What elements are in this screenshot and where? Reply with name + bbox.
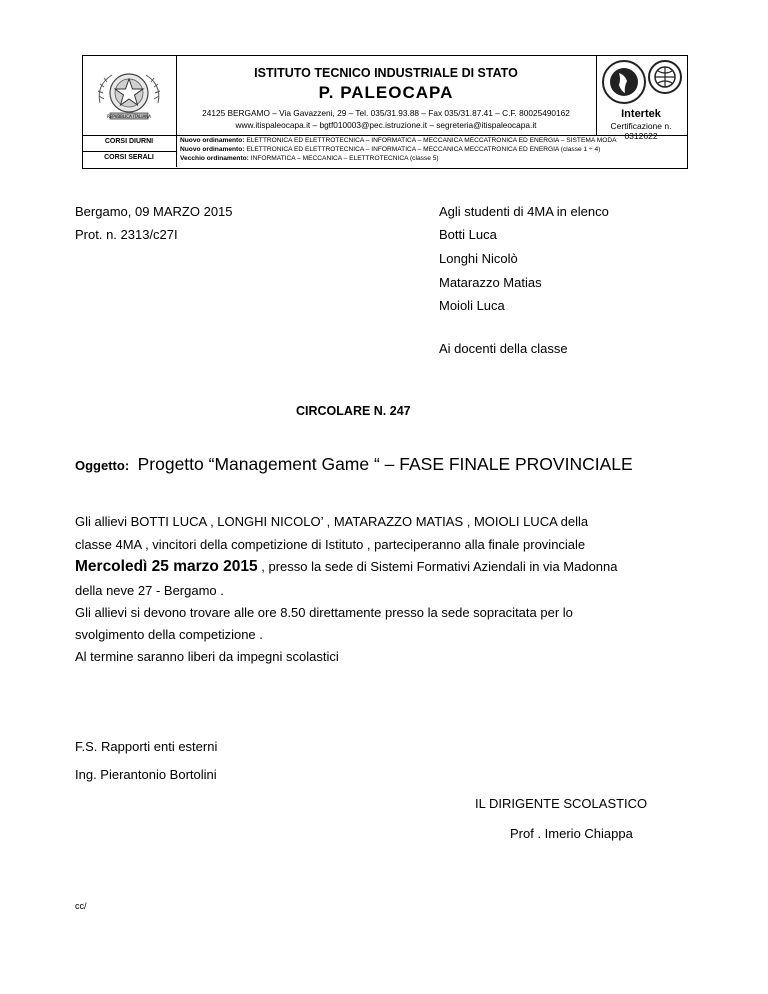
protocol-number: Prot. n. 2313/c27I <box>75 227 178 242</box>
fs-role: F.S. Rapporti enti esterni <box>75 739 218 754</box>
school-name: P. PALEOCAPA <box>318 83 454 102</box>
svg-text:REPVBBLICA ITALIANA: REPVBBLICA ITALIANA <box>106 114 152 119</box>
school-type-title: ISTITUTO TECNICO INDUSTRIALE DI STATO <box>254 66 518 80</box>
recipients-teachers: Ai docenti della classe <box>439 341 568 356</box>
certifier-name: Intertek <box>621 108 661 120</box>
body-paragraph-line: Gli allievi si devono trovare alle ore 8.50 direttamente presso la sede sopracitata per lo <box>75 605 573 620</box>
curriculum-label: Nuovo ordinamento: <box>180 137 245 144</box>
school-contacts: www.itispaleocapa.it – bgtf010003@pec.istruzione.it – segreteria@itispaleocapa.it <box>235 120 537 130</box>
school-address: 24125 BERGAMO – Via Gavazzeni, 29 – Tel. 035/31.93.88 – Fax 035/31.87.41 – C.F. 80025490162 <box>202 108 570 118</box>
courses-divider <box>82 151 176 152</box>
recipient-student: Botti Luca <box>439 227 497 242</box>
body-paragraph-line <box>75 558 618 576</box>
body-paragraph-line: Al termine saranno liberi da impegni scolastici <box>75 649 339 664</box>
cc-note: cc/ <box>75 901 87 911</box>
curriculum-text: ELETTRONICA ED ELETTROTECNICA – INFORMATICA – MECCANICA MECCATRONICA ED ENERGIA (classe 1 ÷ 4) <box>246 146 601 153</box>
emblem-cell <box>82 55 177 135</box>
curriculum-line <box>180 137 617 144</box>
certification-number: Certificazione n. 0312622 <box>610 121 672 141</box>
evening-courses-label: CORSI SERALI <box>104 154 154 161</box>
dirigente-name: Prof . Imerio Chiappa <box>510 826 633 841</box>
dirigente-role: IL DIRIGENTE SCOLASTICO <box>475 796 648 811</box>
curriculum-line <box>180 155 439 162</box>
body-paragraph-line: classe 4MA , vincitori della competizione di Istituto , parteciperanno alla finale provinciale <box>75 537 586 552</box>
curriculum-line <box>180 146 600 153</box>
body-paragraph-line: della neve 27 - Bergamo . <box>75 583 224 598</box>
curriculum-text: ELETTRONICA ED ELETTROTECNICA – INFORMATICA – MECCANICA MECCATRONICA ED ENERGIA – SISTEMA MODA <box>246 137 617 144</box>
circular-number: CIRCOLARE N. 247 <box>296 404 411 418</box>
recipient-student: Moioli Luca <box>439 298 505 313</box>
subject-line <box>75 454 633 475</box>
accredia-seal-icon <box>601 59 647 105</box>
subject-label: Oggetto: <box>75 458 130 473</box>
body-paragraph-line: svolgimento della competizione . <box>75 627 263 642</box>
curriculum-label: Nuovo ordinamento: <box>180 146 245 153</box>
event-date: Mercoledì 25 marzo 2015 <box>75 558 258 575</box>
globe-certification-icon <box>647 59 683 95</box>
curriculum-label: Vecchio ordinamento: <box>180 155 249 162</box>
day-courses-label: CORSI DIURNI <box>104 138 154 145</box>
curriculum-text: INFORMATICA – MECCANICA – ELETTROTECNICA (classe 5) <box>250 155 439 162</box>
event-location-text: , presso la sede di Sistemi Formativi Aziendali in via Madonna <box>257 559 618 574</box>
subject-text: Progetto “Management Game “ – FASE FINALE PROVINCIALE <box>137 454 633 474</box>
recipients-intro: Agli studenti di 4MA in elenco <box>439 204 609 219</box>
body-paragraph-line: Gli allievi BOTTI LUCA , LONGHI NICOLO’ , MATARAZZO MATIAS , MOIOLI LUCA della <box>75 514 589 529</box>
date-place: Bergamo, 09 MARZO 2015 <box>75 204 233 219</box>
republic-emblem-icon <box>82 55 176 135</box>
fs-name: Ing. Pierantonio Bortolini <box>75 767 217 782</box>
recipient-student: Matarazzo Matias <box>439 275 542 290</box>
letterhead-divider-vertical <box>176 135 177 167</box>
recipient-student: Longhi Nicolò <box>439 251 518 266</box>
